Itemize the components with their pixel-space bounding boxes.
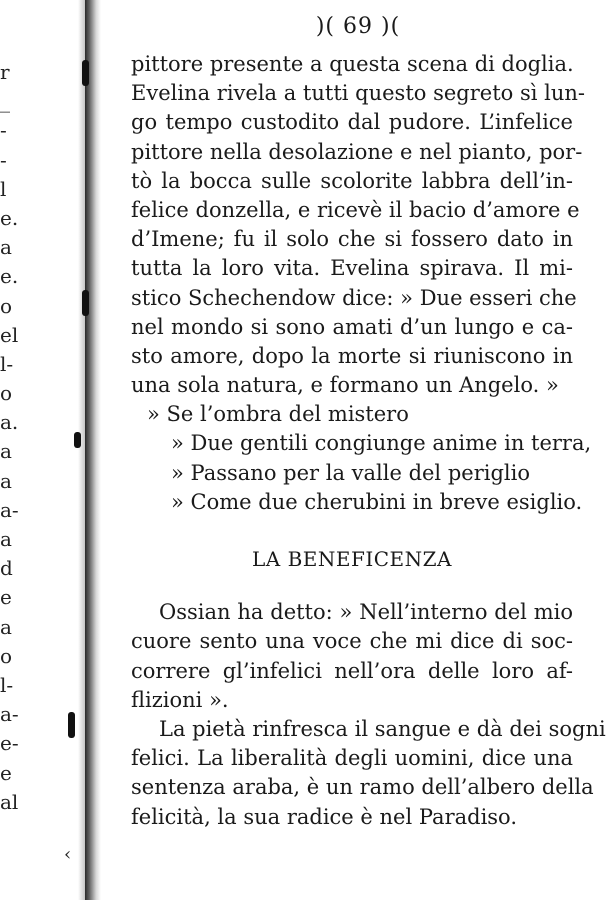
page-number: )( 69 )(: [315, 14, 401, 39]
margin-fragment: d: [0, 556, 13, 581]
margin-fragment: a: [0, 235, 12, 260]
margin-fragment: a-: [0, 702, 19, 727]
margin-fragment: l: [0, 176, 7, 201]
margin-fragment: e: [0, 585, 12, 610]
margin-fragment: a.: [0, 410, 19, 435]
margin-fragment: -: [0, 147, 7, 172]
margin-fragment: o: [0, 381, 13, 406]
text-line: tutta la loro vita. Evelina spirava. Il mi-: [131, 256, 573, 281]
margin-fragment: o: [0, 643, 13, 668]
verse-line: » Due gentili congiunge anime in terra,: [171, 431, 592, 456]
binding-stitch: [68, 712, 75, 738]
text-line: sto amore, dopo la morte si riuniscono in: [131, 343, 573, 368]
margin-fragment: l-: [0, 351, 14, 376]
margin-fragment: a-: [0, 497, 19, 522]
text-line: Evelina rivela a tutti questo segreto sì lun-: [131, 81, 585, 106]
text-line: sentenza araba, è un ramo dell’albero della: [131, 775, 594, 800]
text-line: felici. La liberalità degli uomini, dice una: [131, 746, 573, 771]
text-line: d’Imene; fu il solo che si fossero dato in: [131, 227, 573, 252]
page-body: [131, 50, 606, 832]
margin-fragment: l-: [0, 672, 14, 697]
margin-fragment: -: [0, 118, 7, 143]
verse-line: » Passano per la valle del periglio: [171, 460, 530, 485]
text-line: La pietà rinfresca il sangue e dà dei sogni: [159, 716, 606, 741]
text-line: tò la bocca sulle scolorite labbra dell’in-: [131, 168, 573, 193]
margin-fragment: _: [0, 89, 10, 114]
margin-fragment: e: [0, 760, 12, 785]
margin-fragment: e-: [0, 731, 19, 756]
text-line: una sola natura, e formano un Angelo. »: [131, 373, 559, 398]
text-line: go tempo custodito dal pudore. L’infelice: [131, 110, 573, 135]
margin-fragment: a: [0, 614, 12, 639]
margin-fragment: ‹: [64, 844, 72, 865]
verse-line: » Come due cherubini in breve esiglio.: [171, 489, 583, 514]
margin-fragment: e.: [0, 205, 19, 230]
text-line: pittore nella desolazione e nel pianto, por-: [131, 139, 583, 164]
binding-stitch: [74, 432, 81, 448]
text-line: correre gl’infelici nell’ora delle loro af-: [131, 658, 573, 683]
text-line: Ossian ha detto: » Nell’interno del mio: [159, 600, 573, 625]
text-line: nel mondo si sono amati d’un lungo e ca-: [131, 314, 573, 339]
margin-fragment: e.: [0, 264, 19, 289]
binding-stitch: [82, 290, 89, 316]
binding-stitch: [82, 60, 89, 86]
margin-fragment: al: [0, 789, 19, 814]
book-gutter: [85, 0, 101, 900]
margin-fragment: a: [0, 439, 12, 464]
text-line: stico Schechendow dice: » Due esseri che: [131, 285, 577, 310]
margin-fragment: a: [0, 468, 12, 493]
margin-fragment: r: [0, 60, 10, 84]
text-line: pittore presente a questa scena di doglia.: [131, 52, 574, 76]
text-line: felicità, la sua radice è nel Paradiso.: [131, 804, 518, 829]
text-line: felice donzella, e ricevè il bacio d’amore e: [131, 197, 580, 222]
margin-fragment: el: [0, 322, 19, 347]
margin-fragment: o: [0, 293, 13, 318]
verse-line: » Se l’ombra del mistero: [147, 402, 409, 427]
section-title: LA BENEFICENZA: [252, 547, 452, 571]
text-line: cuore sento una voce che mi dice di soc-: [131, 629, 573, 654]
facing-page-margin-text: [0, 58, 26, 817]
text-line: flizioni ».: [131, 687, 229, 712]
margin-fragment: a: [0, 527, 12, 551]
